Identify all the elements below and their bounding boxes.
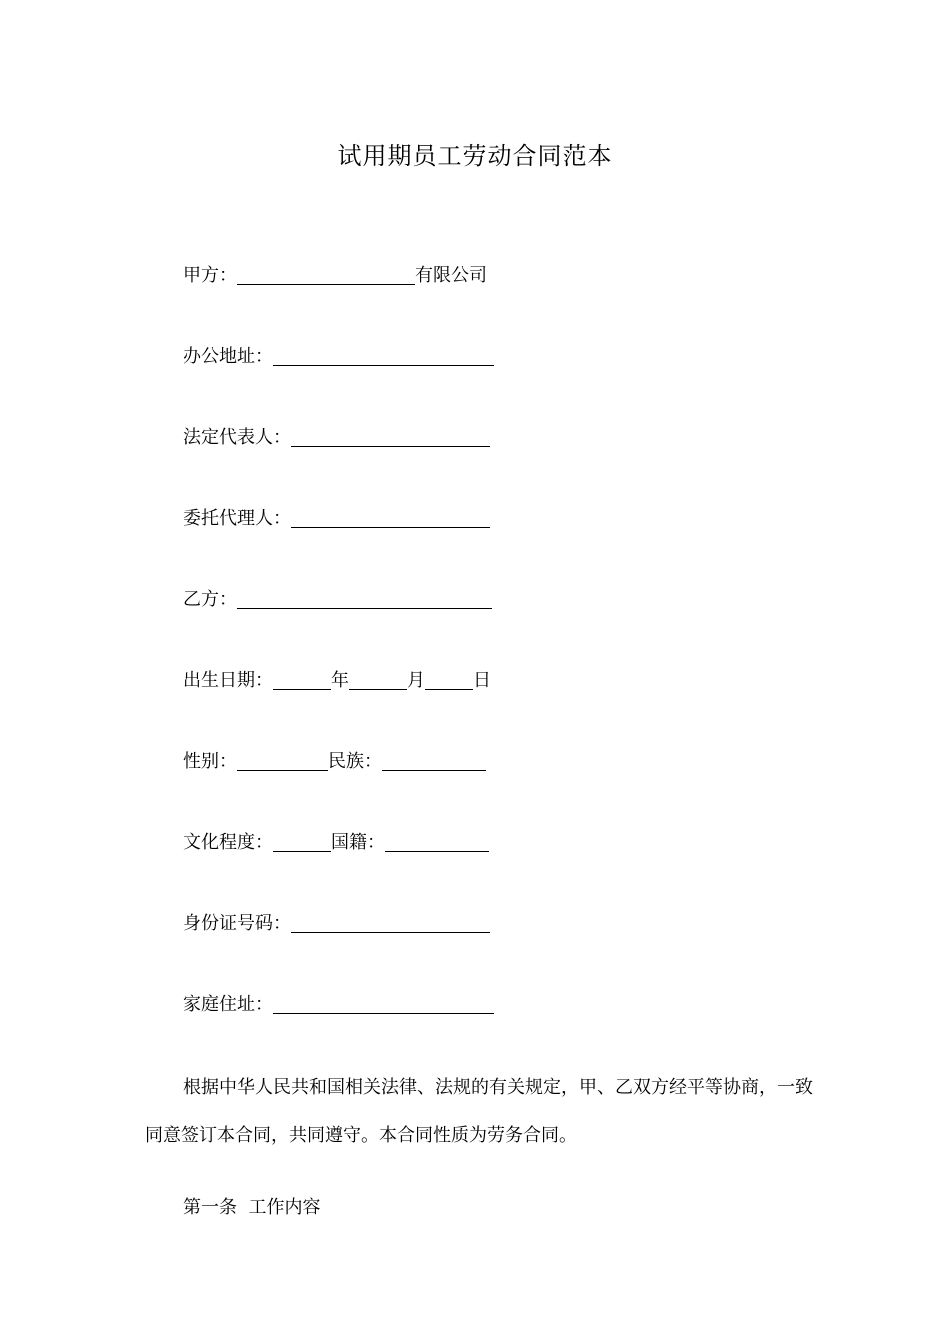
office-address-row: [183, 345, 494, 369]
party-a-blank[interactable]: [237, 266, 415, 285]
birth-year-blank[interactable]: [273, 671, 331, 690]
office-address-blank[interactable]: [273, 347, 494, 366]
agent-label: 委托代理人：: [183, 508, 291, 529]
party-b-row: [183, 588, 492, 612]
nationality-blank[interactable]: [385, 833, 489, 852]
gender-blank[interactable]: [237, 752, 328, 771]
nationality-label: 国籍：: [331, 832, 385, 853]
day-label: 日: [473, 670, 491, 691]
article-1-heading: 第一条 工作内容: [183, 1197, 321, 1218]
ethnicity-label: 民族：: [328, 751, 382, 772]
education-nationality-row: [183, 831, 489, 855]
office-address-label: 办公地址：: [183, 346, 273, 367]
gender-label: 性别：: [183, 751, 237, 772]
intro-paragraph: 根据中华人民共和国相关法律、法规的有关规定，甲、乙双方经平等协商，一致同意签订本合同，共同遵守。本合同性质为劳务合同。: [145, 1077, 813, 1146]
party-b-label: 乙方：: [183, 589, 237, 610]
home-address-row: [183, 993, 494, 1017]
birth-month-blank[interactable]: [349, 671, 407, 690]
year-label: 年: [331, 670, 349, 691]
month-label: 月: [407, 670, 425, 691]
education-blank[interactable]: [273, 833, 331, 852]
party-a-row: [183, 264, 487, 288]
document-title: 试用期员工劳动合同范本: [337, 142, 613, 170]
id-blank[interactable]: [291, 914, 490, 933]
birth-day-blank[interactable]: [425, 671, 473, 690]
id-label: 身份证号码：: [183, 913, 291, 934]
agent-blank[interactable]: [291, 509, 490, 528]
ethnicity-blank[interactable]: [382, 752, 486, 771]
id-number-row: [183, 912, 490, 936]
gender-ethnicity-row: [183, 750, 486, 774]
legal-rep-blank[interactable]: [291, 428, 490, 447]
home-address-blank[interactable]: [273, 995, 494, 1014]
birth-label: 出生日期：: [183, 670, 273, 691]
education-label: 文化程度：: [183, 832, 273, 853]
party-b-blank[interactable]: [237, 590, 492, 609]
birth-date-row: [183, 669, 491, 693]
legal-rep-label: 法定代表人：: [183, 427, 291, 448]
legal-rep-row: [183, 426, 490, 450]
party-a-label: 甲方：: [183, 265, 237, 286]
agent-row: [183, 507, 490, 531]
party-a-suffix: 有限公司: [415, 265, 487, 286]
home-address-label: 家庭住址：: [183, 994, 273, 1015]
